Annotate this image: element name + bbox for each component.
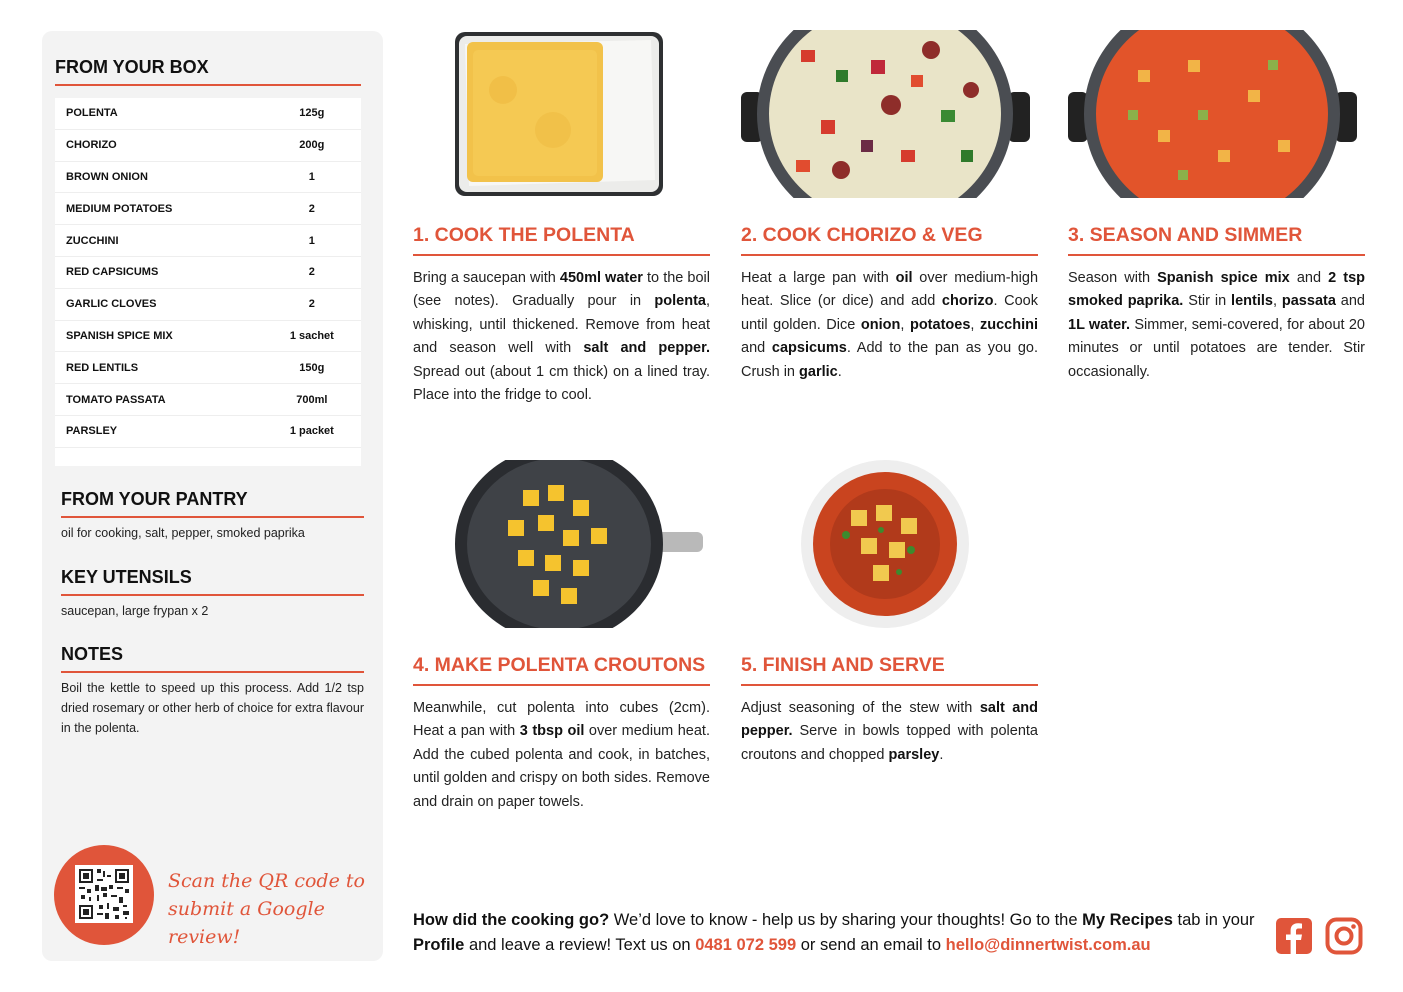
ingredient-name: MEDIUM POTATOES [66,202,173,215]
ingredient-name: BROWN ONION [66,170,148,183]
ingredient-qty: 700ml [296,393,328,406]
ingredient-row [55,289,361,321]
step3-photo [1068,30,1365,198]
ingredient-row [55,321,361,353]
ingredient-row [55,384,361,416]
utensils-title: KEY UTENSILS [61,567,364,596]
step2-title: 2. COOK CHORIZO & VEG [741,224,1038,256]
ingredient-row [55,416,361,448]
ingredient-qty: 1 sachet [289,329,334,342]
ingredient-qty: 1 packet [289,425,334,438]
step3-title: 3. SEASON AND SIMMER [1068,224,1365,256]
ingredient-name: ZUCCHINI [66,234,119,247]
ingredient-qty: 2 [308,298,315,311]
ingredient-row [55,352,361,384]
ingredient-name: TOMATO PASSATA [66,393,166,406]
box-title: FROM YOUR BOX [55,57,361,86]
utensils-text: saucepan, large frypan x 2 [61,604,209,618]
ingredient-qty: 1 [308,170,315,183]
step2-photo [741,30,1038,198]
step1-title: 1. COOK THE POLENTA [413,224,710,256]
ingredient-row [55,162,361,194]
step1-photo [413,30,710,198]
ingredient-qty: 125g [299,107,325,120]
ingredient-qty: 2 [308,202,315,215]
ingredient-name: GARLIC CLOVES [66,298,157,311]
step3-text: Season with Spanish spice mix and 2 tsp smoked paprika. Stir in lentils, passata and 1L water. Simmer, semi-covered, for about 20 minutes or until potatoes are tender. Stir occasionally. [1068,270,1366,380]
step2-text: Heat a large pan with oil over medium-high heat. Slice (or dice) and add chorizo. Cook until golden. Dice onion, potatoes, zucchini and capsicums. Add to the pan as you go. Crush in garlic. [741,270,1039,380]
step4-title: 4. MAKE POLENTA CROUTONS [413,654,710,686]
facebook-icon[interactable] [1275,917,1313,955]
ingredient-name: RED CAPSICUMS [66,266,159,279]
pantry-title: FROM YOUR PANTRY [61,489,364,518]
ingredient-qty: 1 [308,234,315,247]
ingredient-row [55,257,361,289]
step4-photo [413,460,710,628]
sidebar [42,31,383,961]
ingredient-row [55,130,361,162]
notes-title: NOTES [61,644,364,673]
ingredients-table [55,98,361,466]
step5-text: Adjust seasoning of the stew with salt and pepper. Serve in bowls topped with polenta croutons and chopped parsley. [741,700,1039,763]
ingredient-row [55,98,361,130]
ingredient-row [55,193,361,225]
ingredient-qty: 2 [308,266,315,279]
email-link[interactable]: hello@dinnertwist.com.au [945,936,1151,954]
ingredient-qty: 150g [299,361,325,374]
step5-title: 5. FINISH AND SERVE [741,654,1038,686]
notes-text: Boil the kettle to speed up this process. Add 1/2 tsp dried rosemary or other herb of choice for extra flavour in the polenta. [61,681,364,735]
phone-link[interactable]: 0481 072 599 [695,936,797,954]
pantry-text: oil for cooking, salt, pepper, smoked paprika [61,526,305,540]
ingredient-name: CHORIZO [66,139,117,152]
ingredient-name: PARSLEY [66,425,118,438]
review-footer: How did the cooking go? We’d love to know - help us by sharing your thoughts! Go to the My Recipes tab in your Profile and leave a review! Text us on 0481 072 599 or send an email to hello@dinnertwist.com.au [413,911,1255,954]
ingredient-row [55,225,361,257]
ingredient-name: SPANISH SPICE MIX [66,329,173,342]
ingredient-name: POLENTA [66,107,118,120]
ingredient-name: RED LENTILS [66,361,139,374]
qr-caption-line2: submit a Google review! [168,898,325,948]
qr-badge[interactable] [54,845,154,945]
instagram-icon[interactable] [1325,917,1363,955]
qr-caption [168,867,368,951]
step5-photo [741,460,1038,628]
qr-code-icon[interactable] [75,865,133,923]
ingredient-qty: 200g [299,139,325,152]
qr-caption-line1: Scan the QR code to [168,870,365,892]
step1-text: Bring a saucepan with 450ml water to the boil (see notes). Gradually pour in polenta, whisking, until thickened. Remove from heat and season well with salt and pepper. Spread out (about 1 cm thick) on a lined tray. Place into the fridge to cool. [413,270,710,404]
step4-text: Meanwhile, cut polenta into cubes (2cm). Heat a pan with 3 tbsp oil over medium heat. Add the cubed polenta and cook, in batches, until golden and crispy on both sides. Remove and drain on paper towels. [413,700,710,810]
